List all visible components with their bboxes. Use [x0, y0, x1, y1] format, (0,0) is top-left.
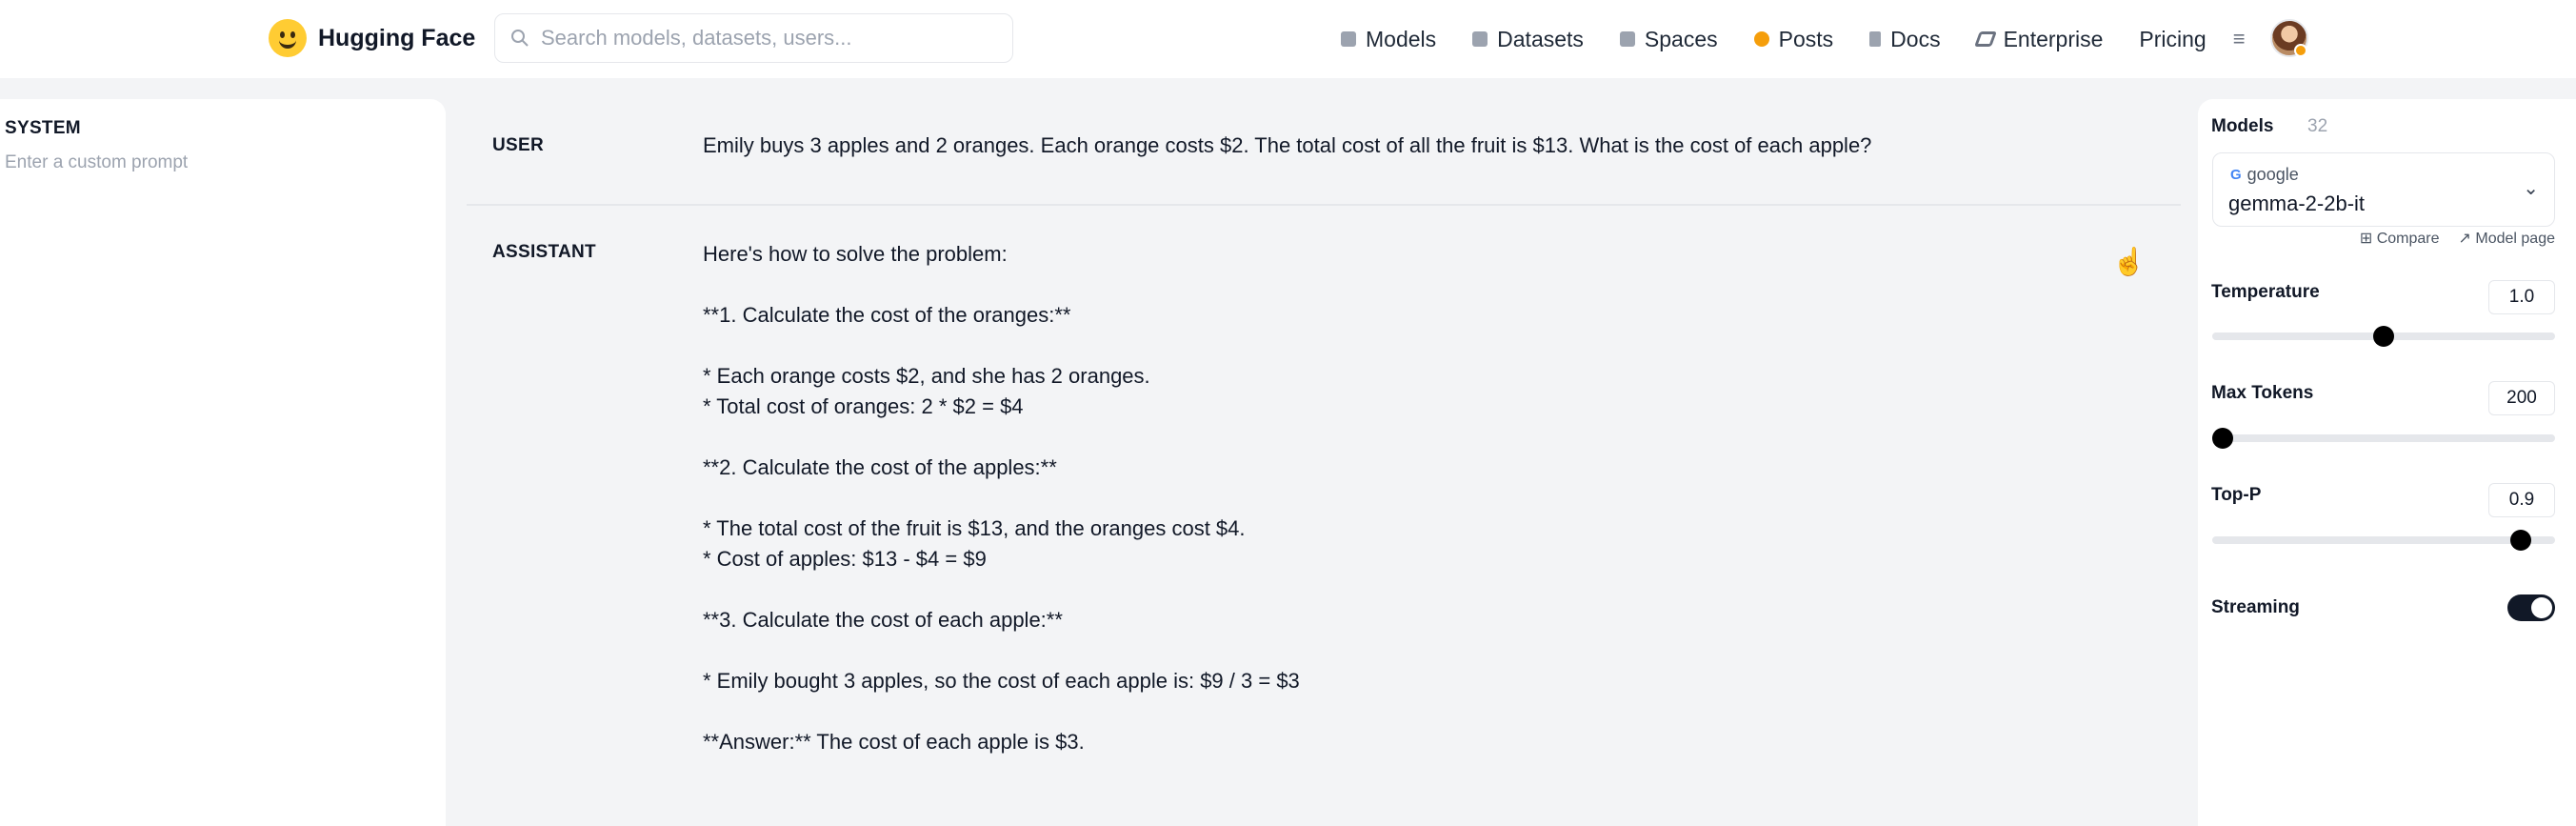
mouse-cursor-icon: ☝: [2112, 247, 2146, 276]
streaming-toggle[interactable]: [2507, 594, 2555, 621]
assistant-line: **2. Calculate the cost of the apples:**: [703, 455, 1057, 479]
system-prompt-input[interactable]: Enter a custom prompt: [5, 152, 189, 172]
models-label: Models: [2211, 116, 2274, 136]
hugging-face-logo-icon: [269, 19, 307, 57]
temperature-slider[interactable]: [2212, 332, 2555, 340]
model-page-label: Model page: [2475, 231, 2555, 247]
nav-label: Enterprise: [2003, 26, 2104, 51]
nav-docs[interactable]: [1869, 27, 1940, 52]
search-input[interactable]: [541, 26, 998, 50]
assistant-line: [703, 486, 2036, 516]
system-title: SYSTEM: [5, 118, 81, 138]
nav-label: Spaces: [1644, 26, 1718, 51]
nav-label: Docs: [1890, 26, 1941, 51]
provider-name: google: [2247, 165, 2299, 184]
nav-label: Posts: [1778, 26, 1834, 51]
top-p-slider-handle[interactable]: [2510, 530, 2531, 551]
settings-panel: [2198, 99, 2576, 826]
nav-label: Models: [1366, 26, 1437, 51]
nav-pricing[interactable]: [2139, 27, 2206, 52]
assistant-message[interactable]: [703, 242, 2036, 760]
main-nav: [1341, 0, 2246, 78]
assistant-line: Here's how to solve the problem:: [703, 242, 1008, 266]
assistant-line: **Answer:** The cost of each apple is $3.: [703, 730, 1085, 754]
streaming-label: Streaming: [2211, 597, 2300, 617]
message-divider: [467, 204, 2181, 206]
model-links: [2360, 229, 2555, 248]
max-tokens-slider-handle[interactable]: [2212, 428, 2233, 449]
assistant-line: * Total cost of oranges: 2 * $2 = $4: [703, 394, 1024, 418]
user-message[interactable]: Emily buys 3 apples and 2 oranges. Each orange costs $2. The total cost of all the fruit is $13. What is the cost of each apple?: [703, 133, 1872, 157]
assistant-line: * Cost of apples: $13 - $4 = $9: [703, 547, 987, 571]
nav-label: Pricing: [2139, 26, 2207, 51]
nav-spaces[interactable]: [1620, 27, 1718, 52]
search-icon: [510, 29, 529, 48]
assistant-line: * The total cost of the fruit is $13, and the oranges cost $4.: [703, 516, 1246, 540]
max-tokens-label: Max Tokens: [2211, 383, 2314, 403]
temperature-slider-handle[interactable]: [2373, 326, 2394, 347]
docs-icon: [1869, 31, 1881, 47]
assistant-line: [703, 333, 2036, 364]
nav-models[interactable]: [1341, 27, 1436, 52]
spaces-icon: [1620, 31, 1635, 47]
compare-label: Compare: [2376, 231, 2440, 247]
chevron-down-icon: ⌄: [2523, 178, 2539, 199]
assistant-line: [703, 699, 2036, 730]
enterprise-icon: [1974, 31, 1997, 47]
assistant-line: **1. Calculate the cost of the oranges:**: [703, 303, 1071, 327]
models-icon: [1341, 31, 1356, 47]
search-box[interactable]: [494, 13, 1013, 63]
temperature-value[interactable]: 1.0: [2488, 280, 2555, 314]
assistant-role-label: ASSISTANT: [492, 242, 596, 262]
assistant-line: * Each orange costs $2, and she has 2 oranges.: [703, 364, 1150, 388]
compare-link[interactable]: ⊞ Compare: [2359, 231, 2440, 247]
system-panel: [0, 99, 446, 826]
google-icon: G: [2230, 167, 2242, 183]
datasets-icon: [1472, 31, 1488, 47]
assistant-line: [703, 638, 2036, 669]
assistant-line: [703, 272, 2036, 303]
model-provider: [2230, 165, 2299, 185]
max-tokens-slider[interactable]: [2212, 434, 2555, 442]
top-navbar: [0, 0, 2576, 78]
top-p-slider[interactable]: [2212, 536, 2555, 544]
max-tokens-value[interactable]: 200: [2488, 381, 2555, 415]
model-name: gemma-2-2b-it: [2228, 191, 2366, 215]
assistant-line: [703, 425, 2036, 455]
menu-icon[interactable]: ≡: [2232, 27, 2246, 50]
models-count: 32: [2307, 116, 2328, 136]
top-p-value[interactable]: 0.9: [2488, 483, 2555, 517]
top-p-label: Top-P: [2211, 485, 2262, 505]
nav-label: Datasets: [1497, 26, 1584, 51]
assistant-line: [703, 577, 2036, 608]
user-role-label: USER: [492, 135, 544, 155]
nav-datasets[interactable]: [1472, 27, 1584, 52]
model-page-link[interactable]: ↗ Model page: [2458, 231, 2555, 247]
nav-posts[interactable]: [1754, 27, 1834, 52]
assistant-line: * Emily bought 3 apples, so the cost of each apple is: $9 / 3 = $3: [703, 669, 1300, 693]
model-select[interactable]: [2212, 152, 2555, 227]
toggle-knob: [2531, 597, 2552, 618]
assistant-line: **3. Calculate the cost of each apple:**: [703, 608, 1063, 632]
notification-dot-icon: [2294, 44, 2307, 57]
brand-name: Hugging Face: [318, 24, 476, 51]
nav-enterprise[interactable]: [1977, 27, 2104, 52]
temperature-label: Temperature: [2211, 282, 2320, 302]
brand[interactable]: [269, 19, 475, 57]
posts-icon: [1754, 31, 1769, 47]
